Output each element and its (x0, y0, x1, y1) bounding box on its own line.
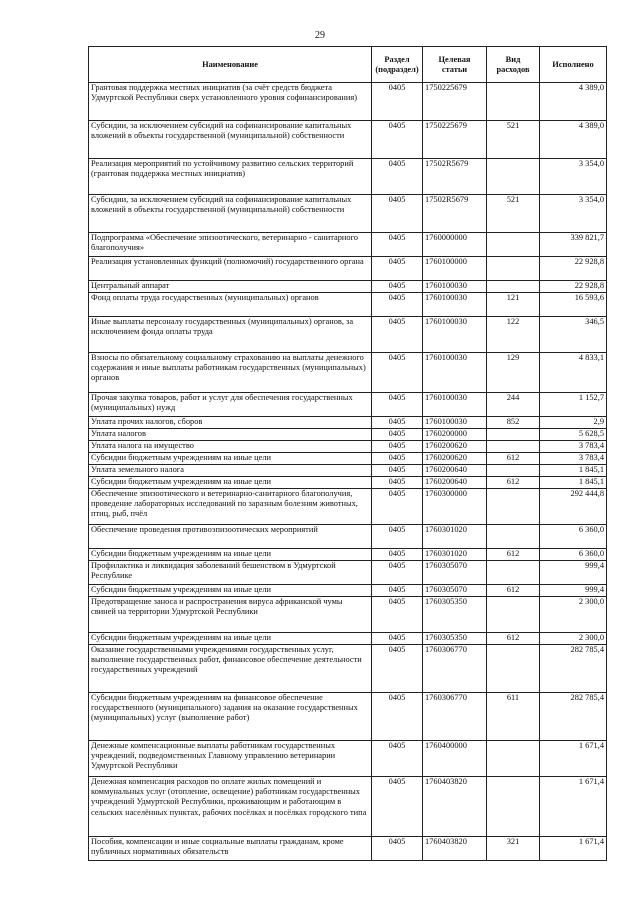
table-row (89, 293, 607, 317)
cell-section: 0405 (372, 633, 423, 645)
cell-amount: 2 300,0 (540, 633, 607, 645)
cell-name: Уплата земельного налога (89, 465, 372, 477)
cell-section: 0405 (372, 233, 423, 257)
cell-type (487, 741, 540, 777)
table-row (89, 489, 607, 525)
cell-type: 244 (487, 393, 540, 417)
cell-section: 0405 (372, 477, 423, 489)
cell-target: 1760301020 (423, 525, 487, 549)
cell-target: 1760403820 (423, 837, 487, 861)
cell-section: 0405 (372, 693, 423, 741)
cell-type: 521 (487, 195, 540, 233)
cell-name: Подпрограмма «Обеспечение эпизоотического, ветеринарно - санитарного благополучия» (89, 233, 372, 257)
cell-name: Обеспечение эпизоотического и ветеринарно-санитарного благополучия, проведение лабораторных исследований по заразным болезням животных, птиц, рыб, пчёл (89, 489, 372, 525)
cell-type (487, 83, 540, 121)
cell-section: 0405 (372, 489, 423, 525)
cell-target: 1760200620 (423, 453, 487, 465)
cell-target: 1760000000 (423, 233, 487, 257)
table-row (89, 353, 607, 393)
cell-section: 0405 (372, 393, 423, 417)
cell-type: 612 (487, 633, 540, 645)
cell-type: 129 (487, 353, 540, 393)
cell-section: 0405 (372, 195, 423, 233)
cell-amount: 4 389,0 (540, 121, 607, 159)
table-row (89, 837, 607, 861)
cell-amount: 1 845,1 (540, 465, 607, 477)
cell-amount: 1 152,7 (540, 393, 607, 417)
cell-name: Взносы по обязательному социальному страхованию на выплаты денежного содержания и иные выплаты работникам государственных (муниципальных) органов (89, 353, 372, 393)
page-number: 29 (315, 30, 325, 41)
cell-section: 0405 (372, 453, 423, 465)
cell-target: 1760400000 (423, 741, 487, 777)
cell-section: 0405 (372, 525, 423, 549)
cell-amount: 22 928,8 (540, 257, 607, 281)
cell-section: 0405 (372, 561, 423, 585)
table-row (89, 441, 607, 453)
table-row (89, 233, 607, 257)
cell-name: Субсидии бюджетным учреждениям на иные цели (89, 585, 372, 597)
cell-section: 0405 (372, 281, 423, 293)
cell-target: 1760100030 (423, 393, 487, 417)
cell-name: Предотвращение заноса и распространения вируса африканской чумы свиней на территории Удмуртской Республики (89, 597, 372, 633)
cell-amount: 6 360,0 (540, 525, 607, 549)
cell-amount: 22 928,8 (540, 281, 607, 293)
table-row (89, 83, 607, 121)
cell-section: 0405 (372, 417, 423, 429)
cell-amount: 1 671,4 (540, 837, 607, 861)
cell-name: Пособия, компенсации и иные социальные выплаты гражданам, кроме публичных нормативных обязательств (89, 837, 372, 861)
cell-amount: 4 389,0 (540, 83, 607, 121)
table-row (89, 693, 607, 741)
budget-table (88, 46, 607, 861)
cell-type (487, 777, 540, 837)
cell-type (487, 441, 540, 453)
table-row (89, 585, 607, 597)
cell-type: 521 (487, 121, 540, 159)
table-row (89, 121, 607, 159)
cell-target: 1760306770 (423, 645, 487, 693)
cell-type (487, 465, 540, 477)
cell-amount: 999,4 (540, 585, 607, 597)
table-row (89, 195, 607, 233)
cell-target: 1760305350 (423, 597, 487, 633)
cell-section: 0405 (372, 837, 423, 861)
cell-type (487, 281, 540, 293)
cell-type: 612 (487, 453, 540, 465)
header-type: Вид расходов (487, 47, 540, 83)
cell-name: Иные выплаты персоналу государственных (муниципальных) органов, за исключением фонда оплаты труда (89, 317, 372, 353)
cell-section: 0405 (372, 159, 423, 195)
table-row (89, 453, 607, 465)
cell-name: Реализация мероприятий по устойчивому развитию сельских территорий (грантовая поддержка местных инициатив) (89, 159, 372, 195)
table-row (89, 465, 607, 477)
cell-target: 1760301020 (423, 549, 487, 561)
cell-amount: 2 300,0 (540, 597, 607, 633)
cell-type: 852 (487, 417, 540, 429)
cell-target: 1760100030 (423, 293, 487, 317)
cell-name: Субсидии бюджетным учреждениям на иные цели (89, 633, 372, 645)
table-row (89, 393, 607, 417)
cell-name: Реализация установленных функций (полномочий) государственного органа (89, 257, 372, 281)
cell-name: Уплата налога на имущество (89, 441, 372, 453)
cell-name: Денежные компенсационные выплаты работникам государственных учреждений, подведомственных Главному управлению ветеринарии Удмуртской Республики (89, 741, 372, 777)
cell-section: 0405 (372, 597, 423, 633)
cell-type: 612 (487, 549, 540, 561)
cell-target: 1760305350 (423, 633, 487, 645)
table-row (89, 417, 607, 429)
cell-name: Субсидии, за исключением субсидий на софинансирование капитальных вложений в объекты государственной (муниципальной) собственности (89, 121, 372, 159)
cell-type: 612 (487, 477, 540, 489)
cell-type (487, 429, 540, 441)
cell-amount: 339 821,7 (540, 233, 607, 257)
cell-name: Денежная компенсация расходов по оплате жилых помещений и коммунальных услуг (отопление, освещение) работникам государственных учреждений Удмуртской Республики, проживающим и работающим в сельских населённых пунктах, рабочих посёлках и посёлках городского типа (89, 777, 372, 837)
table-row (89, 645, 607, 693)
cell-name: Субсидии бюджетным учреждениям на иные цели (89, 453, 372, 465)
cell-target: 1760305070 (423, 585, 487, 597)
cell-target: 1760200640 (423, 465, 487, 477)
cell-target: 17502R5679 (423, 195, 487, 233)
cell-section: 0405 (372, 83, 423, 121)
cell-name: Обеспечение проведения противоэпизоотических мероприятий (89, 525, 372, 549)
cell-amount: 3 783,4 (540, 453, 607, 465)
cell-section: 0405 (372, 121, 423, 159)
table-row (89, 257, 607, 281)
table-row (89, 159, 607, 195)
cell-name: Субсидии, за исключением субсидий на софинансирование капитальных вложений в объекты государственной (муниципальной) собственности (89, 195, 372, 233)
header-section: Раздел (подраздел) (372, 47, 423, 83)
table-body (89, 83, 607, 861)
cell-amount: 16 593,6 (540, 293, 607, 317)
cell-target: 1760300000 (423, 489, 487, 525)
cell-amount: 292 444,8 (540, 489, 607, 525)
table-row (89, 317, 607, 353)
table-row (89, 561, 607, 585)
table-row (89, 777, 607, 837)
cell-type (487, 159, 540, 195)
cell-section: 0405 (372, 777, 423, 837)
cell-type: 321 (487, 837, 540, 861)
cell-section: 0405 (372, 549, 423, 561)
cell-amount: 4 833,1 (540, 353, 607, 393)
header-name: Наименование (89, 47, 372, 83)
cell-name: Фонд оплаты труда государственных (муниципальных) органов (89, 293, 372, 317)
cell-name: Субсидии бюджетным учреждениям на иные цели (89, 477, 372, 489)
cell-target: 1760200000 (423, 429, 487, 441)
cell-name: Субсидии бюджетным учреждениям на финансовое обеспечение государственного (муниципального) задания на оказание государственных (муниципальных) услуг (выполнение работ) (89, 693, 372, 741)
cell-amount: 1 671,4 (540, 741, 607, 777)
cell-section: 0405 (372, 293, 423, 317)
cell-section: 0405 (372, 257, 423, 281)
cell-type: 611 (487, 693, 540, 741)
cell-name: Грантовая поддержка местных инициатив (за счёт средств бюджета Удмуртской Республики сверх установленного уровня софинансирования) (89, 83, 372, 121)
cell-type (487, 561, 540, 585)
cell-target: 1750225679 (423, 121, 487, 159)
cell-amount: 3 354,0 (540, 159, 607, 195)
cell-target: 1760200640 (423, 477, 487, 489)
cell-type (487, 597, 540, 633)
table-row (89, 633, 607, 645)
cell-type: 612 (487, 585, 540, 597)
cell-target: 1760403820 (423, 777, 487, 837)
cell-amount: 3 783,4 (540, 441, 607, 453)
cell-section: 0405 (372, 429, 423, 441)
cell-section: 0405 (372, 645, 423, 693)
cell-amount: 282 785,4 (540, 645, 607, 693)
cell-name: Профилактика и ликвидация заболеваний бешенством в Удмуртской Республике (89, 561, 372, 585)
cell-name: Уплата прочих налогов, сборов (89, 417, 372, 429)
cell-amount: 6 360,0 (540, 549, 607, 561)
table-row (89, 597, 607, 633)
cell-amount: 346,5 (540, 317, 607, 353)
cell-target: 1760100030 (423, 417, 487, 429)
cell-amount: 282 785,4 (540, 693, 607, 741)
cell-section: 0405 (372, 353, 423, 393)
cell-target: 1760305070 (423, 561, 487, 585)
header-target: Целевая статьи (423, 47, 487, 83)
cell-name: Уплата налогов (89, 429, 372, 441)
table-row (89, 549, 607, 561)
cell-section: 0405 (372, 741, 423, 777)
cell-target: 1760100030 (423, 317, 487, 353)
cell-target: 1750225679 (423, 83, 487, 121)
cell-name: Субсидии бюджетным учреждениям на иные цели (89, 549, 372, 561)
cell-target: 1760200620 (423, 441, 487, 453)
cell-type: 121 (487, 293, 540, 317)
cell-type (487, 525, 540, 549)
cell-type (487, 257, 540, 281)
cell-target: 1760100030 (423, 281, 487, 293)
cell-type: 122 (487, 317, 540, 353)
cell-type (487, 489, 540, 525)
cell-type (487, 233, 540, 257)
cell-amount: 2,9 (540, 417, 607, 429)
cell-section: 0405 (372, 585, 423, 597)
cell-amount: 5 628,5 (540, 429, 607, 441)
cell-amount: 999,4 (540, 561, 607, 585)
cell-amount: 1 845,1 (540, 477, 607, 489)
table-header-row (89, 47, 607, 83)
cell-type (487, 645, 540, 693)
cell-name: Оказание государственными учреждениями государственных услуг, выполнение государственных работ, финансовое обеспечение деятельности государственных учреждений (89, 645, 372, 693)
cell-target: 1760100000 (423, 257, 487, 281)
cell-section: 0405 (372, 317, 423, 353)
cell-amount: 3 354,0 (540, 195, 607, 233)
cell-section: 0405 (372, 441, 423, 453)
table-row (89, 477, 607, 489)
cell-amount: 1 671,4 (540, 777, 607, 837)
cell-name: Центральный аппарат (89, 281, 372, 293)
header-amount: Исполнено (540, 47, 607, 83)
cell-name: Прочая закупка товаров, работ и услуг для обеспечения государственных (муниципальных) нужд (89, 393, 372, 417)
table-row (89, 525, 607, 549)
table-row (89, 281, 607, 293)
cell-section: 0405 (372, 465, 423, 477)
table-row (89, 741, 607, 777)
cell-target: 17502R5679 (423, 159, 487, 195)
cell-target: 1760306770 (423, 693, 487, 741)
table-row (89, 429, 607, 441)
cell-target: 1760100030 (423, 353, 487, 393)
